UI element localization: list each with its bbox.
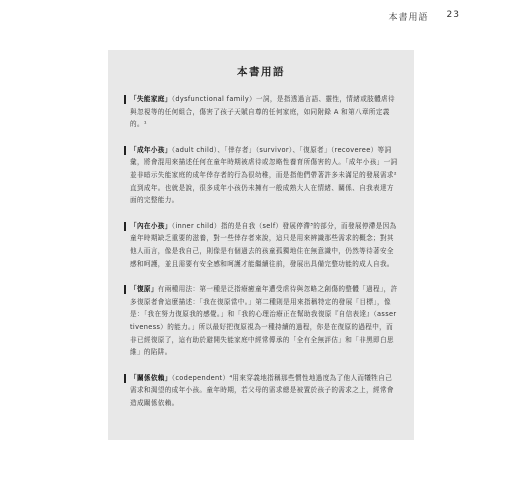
entry-marker: [124, 146, 126, 155]
entry-text: [130, 93, 398, 131]
entry-text: [130, 372, 398, 410]
glossary-entry: [124, 144, 398, 207]
entry-marker: [124, 222, 126, 231]
entry-marker: [124, 374, 126, 383]
glossary-entry: [124, 372, 398, 410]
entry-text: [130, 220, 398, 270]
page-number: 23: [446, 10, 460, 20]
entry-term: 「成年小孩」: [130, 145, 172, 154]
running-head-title: 本書用語: [388, 13, 429, 23]
entry-definition: （dysfunctional family）一詞，是指透過言語、靈性，情緒或肢體虐待與忽視等的任何組合，傷害了孩子天賦自尊的任何家庭，如同附錄 A 和第八章所定義的。¹: [130, 95, 395, 129]
entry-text: [130, 144, 398, 207]
running-head: [340, 10, 460, 23]
entry-definition: （inner child）指的是自我（self）發展停滯³的部分，而發展停滯是因為童年時期缺乏重要的滋養，對一些倖存者來說，這只是用來辨識那些需求的概念；對其他人而言，像是我自己，則像是有個過去的孩童孤獨地住在無意識中，仍然等待著安全感和呵護，並且需要有安全感和呵護才能繼續往前，發展出具備完整功能的成人自我。: [130, 221, 397, 268]
entry-term: 「失能家庭」: [130, 95, 172, 103]
entry-marker: [124, 95, 126, 104]
glossary-entry: [124, 220, 398, 270]
entry-term: 「關係依賴」: [130, 373, 172, 382]
entry-term: 「復原」: [130, 285, 158, 294]
entry-definition: （adult child）、「倖存者」（survivor）、「復原者」（recoveree）等詞彙，將會混用來描述任何在童年時期被虐待或忽略性養育所傷害的人。「成年小孩」一詞並非暗示失能家庭的成年倖存者的行為很幼稚，而是指他們帶著許多未滿足的發展需求²直到成年。也就是說，很多成年小孩仍未擁有一般成熟大人在情緒、關係、自我表達方面的完整能力。: [130, 145, 398, 205]
glossary-title: 本書用語: [237, 66, 285, 78]
entry-marker: [124, 285, 126, 294]
entry-definition: （codependent）⁴用來穿義地指稱那些慣性地過度為了他人而犧牲自己需求和渴望的成年小孩。童年時期，若父母的需求總是被置於孩子的需求之上，經常會造成關係依賴。: [130, 373, 394, 407]
glossary-entry: [124, 283, 398, 359]
entry-definition: 有兩種用法：第一種是泛指療癒童年遭受虐待與忽略之創傷的整體「過程」，許多復原者會這麼描述：「我在復原當中。」第二種則是用來指稱特定的發展「目標」，像是：「我在努力復原我的感覺。」和「我的心理治療正在幫助我復原『自信表達』（assertiveness）的能力。」所以最好把復原視為一種持續的過程，你是在復原的過程中，而非已經復原了，這有助於避開失能家庭中經常傳承的「全有全無評估」和「非黑即白思維」的陷阱。: [130, 285, 398, 357]
glossary-panel: [108, 50, 414, 440]
glossary-entry: [124, 93, 398, 131]
entry-term: 「內在小孩」: [130, 221, 172, 230]
entry-text: [130, 283, 398, 359]
